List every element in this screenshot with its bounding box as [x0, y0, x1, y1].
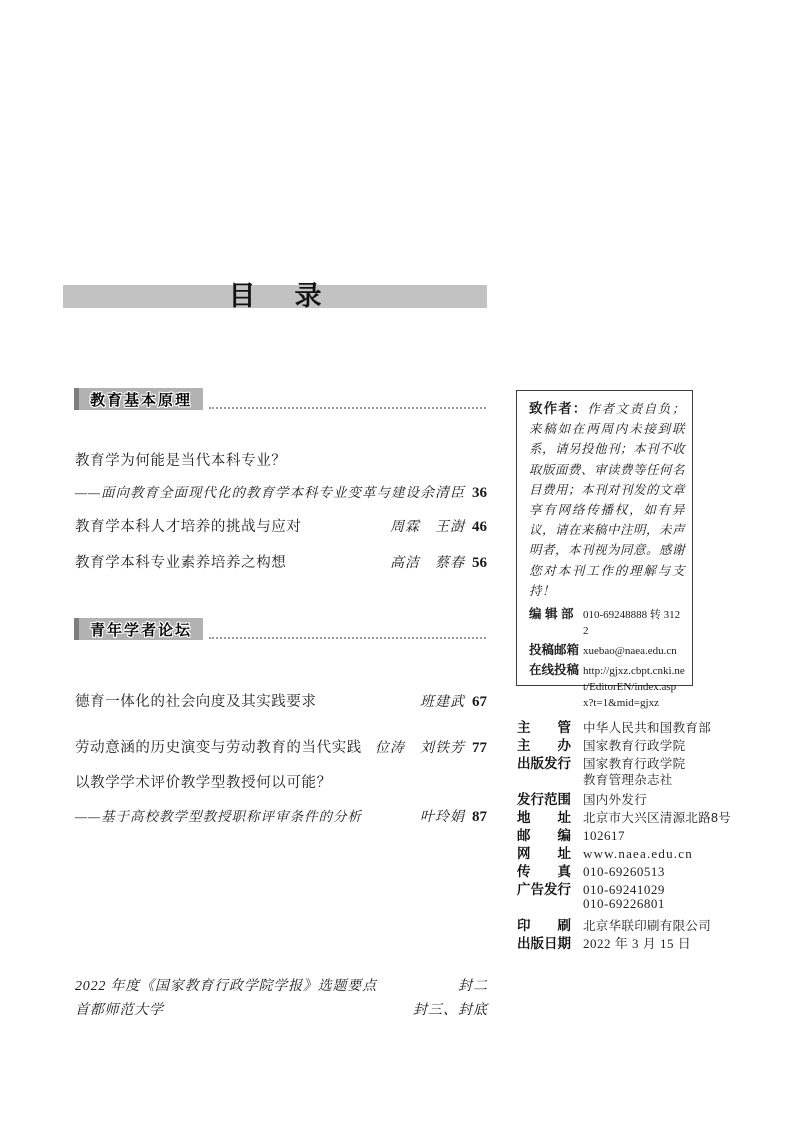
article-entry	[75, 515, 487, 536]
section-header-young-scholars-forum	[74, 618, 486, 640]
pub-row-fax	[517, 860, 752, 878]
pub-row-advertising	[517, 878, 752, 896]
pub-value: 国家教育行政学院	[583, 757, 686, 771]
notice-heading: 致作者：	[529, 401, 588, 416]
cover-item	[75, 975, 488, 995]
pub-label: 发行范围	[517, 792, 571, 807]
pub-value: 教育管理杂志社	[583, 773, 673, 787]
article-authors: 叶玲娟	[420, 810, 465, 825]
pub-label: 地 址	[517, 810, 571, 825]
pub-label: 出版发行	[517, 756, 571, 771]
article-authors: 班建武	[420, 695, 465, 710]
article-page-number: 36	[472, 485, 487, 501]
pub-value: 010-69241029	[583, 882, 665, 897]
section-label: 青年学者论坛	[79, 618, 203, 640]
article-subtitle: ——面向教育全面现代化的教育学本科专业变革与建设	[75, 485, 421, 500]
pub-value: 010-69226801	[583, 896, 665, 911]
pub-value: 国家教育行政学院	[583, 739, 686, 753]
pub-value: www.naea.edu.cn	[583, 846, 693, 861]
article-page-number: 46	[472, 519, 487, 535]
article-page-number: 87	[472, 809, 487, 825]
pub-label: 网 址	[517, 846, 571, 861]
article-authors: 余清臣	[420, 486, 465, 501]
cover-page-label: 封二	[458, 979, 488, 994]
cover-title: 首都师范大学	[75, 1003, 164, 1018]
article-entry	[75, 736, 487, 757]
notice-paragraph	[529, 399, 685, 601]
pub-row-advertising-line2	[517, 896, 752, 914]
article-page-number: 67	[472, 694, 487, 710]
notice-to-authors-box	[516, 390, 693, 710]
pub-label: 邮 编	[517, 828, 571, 843]
dashed-rule	[209, 388, 486, 409]
cover-item	[75, 999, 488, 1019]
article-entry-subtitle-row	[75, 805, 487, 826]
article-entry-subtitle-row	[75, 481, 487, 502]
article-authors: 周霖 王澍	[390, 520, 465, 535]
pub-value: 北京华联印刷有限公司	[583, 919, 712, 933]
article-entry	[75, 551, 487, 572]
contact-label: 投稿邮箱	[529, 643, 580, 658]
contact-value-url: http://gjxz.cbpt.cnki.net/EditorEN/index.aspx?t=1&mid=gjxz	[583, 665, 685, 710]
toc-title-bar	[63, 281, 487, 311]
pub-label: 广告发行	[517, 882, 571, 897]
article-entry	[75, 690, 487, 711]
pub-row-distribution-scope	[517, 788, 752, 806]
section-label: 教育基本原理	[79, 388, 203, 410]
article-page-number: 56	[472, 555, 487, 571]
pub-row-sponsor	[517, 734, 752, 752]
section-header-basic-principles	[74, 388, 486, 410]
pub-row-publisher-line2	[517, 770, 752, 788]
pub-row-website	[517, 842, 752, 860]
contact-row-online-submission	[529, 662, 685, 711]
pub-value: 010-69260513	[583, 864, 665, 879]
pub-value: 2022 年 3 月 15 日	[583, 936, 692, 951]
pub-row-postcode	[517, 824, 752, 842]
pub-label: 传 真	[517, 864, 571, 879]
article-authors: 位涛 刘铁芳	[375, 741, 465, 756]
toc-title: 目 录	[228, 281, 328, 311]
article-authors: 高洁 蔡春	[390, 556, 465, 571]
contact-value: xuebao@naea.edu.cn	[583, 645, 677, 658]
pub-value: 102617	[583, 828, 625, 843]
article-title: 教育学本科专业素养培养之构想	[75, 555, 287, 571]
pub-row-printing	[517, 914, 752, 932]
publication-info	[517, 716, 752, 950]
cover-title: 2022 年度《国家教育行政学院学报》选题要点	[75, 979, 377, 994]
article-entry	[75, 449, 487, 470]
contact-block	[529, 606, 685, 711]
article-title: 德育一体化的社会向度及其实践要求	[75, 694, 317, 710]
pub-label: 出版日期	[517, 936, 571, 951]
article-title: 教育学本科人才培养的挑战与应对	[75, 519, 302, 535]
pub-row-supervisor	[517, 716, 752, 734]
pub-value: 北京市大兴区清源北路8号	[583, 811, 732, 825]
article-entry	[75, 771, 487, 792]
notice-body: 作者文责自负；来稿如在两周内未接到联系，请另投他刊；本刊不收取版面费、审读费等任何名目费用；本刊对刊发的文章享有网络传播权，如有异议，请在来稿中注明，未声明者，本刊视为同意。感谢您对本刊工作的理解与支持！	[529, 402, 686, 598]
pub-row-address	[517, 806, 752, 824]
contact-label: 在线投稿	[529, 663, 580, 678]
article-subtitle: ——基于高校教学型教授职称评审条件的分析	[75, 809, 363, 824]
article-page-number: 77	[472, 740, 487, 756]
article-title: 劳动意涵的历史演变与劳动教育的当代实践	[75, 740, 362, 756]
pub-label: 主 管	[517, 720, 571, 735]
article-title: 以教学学术评价教学型教授何以可能？	[75, 775, 332, 791]
contact-row-editorial-office	[529, 606, 685, 639]
pub-label: 印 刷	[517, 918, 571, 933]
cover-page-label: 封三、封底	[413, 1003, 488, 1018]
pub-value: 中华人民共和国教育部	[583, 721, 712, 735]
contact-label: 编 辑 部	[529, 607, 574, 622]
pub-label: 主 办	[517, 738, 571, 753]
pub-value: 国内外发行	[583, 793, 648, 807]
contact-value: 010-69248888 转 3122	[583, 609, 681, 638]
article-title: 教育学为何能是当代本科专业？	[75, 453, 287, 469]
pub-row-publication-date	[517, 932, 752, 950]
contact-row-submission-email	[529, 642, 685, 659]
dashed-rule	[209, 618, 486, 639]
pub-row-publisher	[517, 752, 752, 770]
